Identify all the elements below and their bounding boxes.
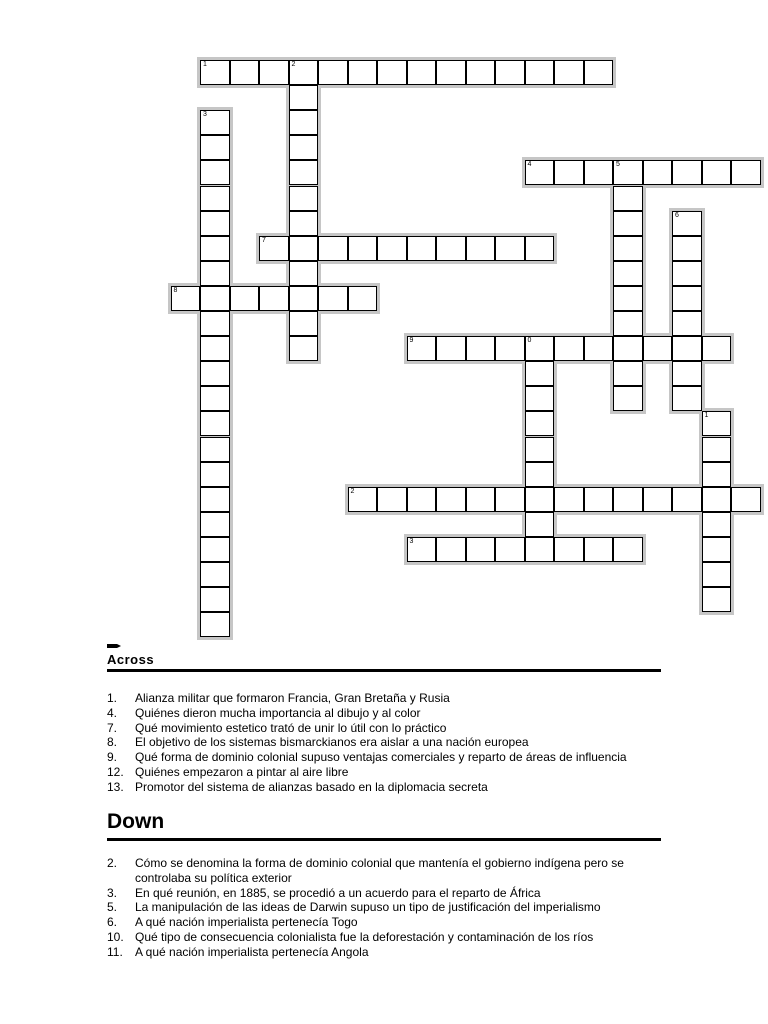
crossword-cell[interactable] xyxy=(613,361,643,386)
crossword-cell[interactable] xyxy=(200,612,230,637)
crossword-cell[interactable] xyxy=(613,186,643,211)
crossword-cell[interactable] xyxy=(702,587,732,612)
crossword-cell[interactable] xyxy=(613,160,643,185)
clue-number: 12. xyxy=(107,764,124,779)
crossword-cell[interactable] xyxy=(584,60,614,85)
crossword-cell[interactable] xyxy=(702,512,732,537)
crossword-cell[interactable] xyxy=(672,386,702,411)
crossword-cell[interactable] xyxy=(495,336,525,361)
down-clue-list xyxy=(107,856,667,960)
cell-number: 3 xyxy=(203,111,207,119)
clue-text: Quiénes empezaron a pintar al aire libre xyxy=(135,764,349,779)
cell-number: 8 xyxy=(173,286,178,294)
crossword-cell[interactable] xyxy=(613,261,643,286)
across-divider xyxy=(107,669,661,672)
crossword-cell[interactable] xyxy=(702,537,732,562)
clue-text: Cómo se denomina la forma de dominio colonial que mantenía el gobierno indígena pero se controlaba su política exterior xyxy=(135,856,624,885)
crossword-cell[interactable] xyxy=(554,60,584,85)
crossword-cell[interactable] xyxy=(525,537,555,562)
crossword-cell[interactable] xyxy=(289,236,319,261)
crossword-cell[interactable] xyxy=(348,487,378,512)
crossword-cell[interactable] xyxy=(377,236,407,261)
clue-number: 6. xyxy=(107,915,118,930)
crossword-cell[interactable] xyxy=(466,537,496,562)
crossword-cell[interactable] xyxy=(525,60,555,85)
crossword-cell[interactable] xyxy=(643,336,673,361)
cell-number: 4 xyxy=(527,161,532,169)
crossword-cell[interactable] xyxy=(613,286,643,311)
crossword-cell[interactable] xyxy=(289,60,319,85)
crossword-cell[interactable] xyxy=(259,286,289,311)
crossword-cell[interactable] xyxy=(525,361,555,386)
crossword-cell[interactable] xyxy=(525,236,555,261)
crossword-cell[interactable] xyxy=(554,537,584,562)
crossword-cell[interactable] xyxy=(672,211,702,236)
clue-text: Qué tipo de consecuencia colonialista fue la deforestación y contaminación de los ríos xyxy=(135,929,594,944)
crossword-cell[interactable] xyxy=(377,60,407,85)
clue-text: A qué nación imperialista pertenecía Togo xyxy=(135,915,358,930)
crossword-cell[interactable] xyxy=(200,487,230,512)
crossword-cell[interactable] xyxy=(259,60,289,85)
crossword-cell[interactable] xyxy=(200,386,230,411)
crossword-cell[interactable] xyxy=(200,110,230,135)
cell-number: 7 xyxy=(262,236,266,244)
crossword-cell[interactable] xyxy=(525,487,555,512)
crossword-cell[interactable] xyxy=(613,336,643,361)
crossword-cell[interactable] xyxy=(584,537,614,562)
crossword-cell[interactable] xyxy=(672,311,702,336)
crossword-cell[interactable] xyxy=(318,236,348,261)
across-clue xyxy=(107,765,667,780)
clue-text: Quiénes dieron mucha importancia al dibujo y al color xyxy=(135,705,421,720)
clue-number: 4. xyxy=(107,705,118,720)
crossword-cell[interactable] xyxy=(200,60,230,85)
crossword-cell[interactable] xyxy=(200,135,230,160)
crossword-cell[interactable] xyxy=(584,160,614,185)
crossword-cell[interactable] xyxy=(171,286,201,311)
crossword-cell[interactable] xyxy=(436,236,466,261)
crossword-cell[interactable] xyxy=(525,437,555,462)
crossword-cell[interactable] xyxy=(200,211,230,236)
crossword-cell[interactable] xyxy=(289,261,319,286)
crossword-cell[interactable] xyxy=(200,512,230,537)
crossword-cell[interactable] xyxy=(200,437,230,462)
crossword-cell[interactable] xyxy=(525,512,555,537)
cell-number: 5 xyxy=(616,161,620,169)
down-clue xyxy=(107,856,667,886)
crossword-cell[interactable] xyxy=(525,336,555,361)
crossword-cell[interactable] xyxy=(672,236,702,261)
crossword-cell[interactable] xyxy=(672,361,702,386)
clue-number: 2. xyxy=(107,856,118,870)
down-clue xyxy=(107,886,667,901)
crossword-cell[interactable] xyxy=(525,160,555,185)
crossword-cell[interactable] xyxy=(407,236,437,261)
pencil-icon xyxy=(107,643,121,649)
clue-number: 3. xyxy=(107,885,118,900)
crossword-cell[interactable] xyxy=(643,160,673,185)
crossword-cell[interactable] xyxy=(613,537,643,562)
crossword-cell[interactable] xyxy=(230,60,260,85)
clue-text: El objetivo de los sistemas bismarckianos era aislar a una nación europea xyxy=(135,735,529,750)
crossword-cell[interactable] xyxy=(495,537,525,562)
crossword-cell[interactable] xyxy=(495,60,525,85)
clue-number: 5. xyxy=(107,900,118,915)
crossword-cell[interactable] xyxy=(525,386,555,411)
crossword-cell[interactable] xyxy=(613,311,643,336)
crossword-cell[interactable] xyxy=(702,160,732,185)
across-clue xyxy=(107,735,667,750)
crossword-cell[interactable] xyxy=(348,60,378,85)
crossword-cell[interactable] xyxy=(289,336,319,361)
down-heading: Down xyxy=(107,810,165,833)
crossword-cell[interactable] xyxy=(672,286,702,311)
down-clue xyxy=(107,915,667,930)
clue-number: 7. xyxy=(107,720,118,735)
crossword-cell[interactable] xyxy=(289,135,319,160)
crossword-cell[interactable] xyxy=(495,487,525,512)
across-clue xyxy=(107,721,667,736)
crossword-cell[interactable] xyxy=(200,336,230,361)
crossword-cell[interactable] xyxy=(466,60,496,85)
crossword-cell[interactable] xyxy=(318,60,348,85)
clue-text: Promotor del sistema de alianzas basado en la diplomacia secreta xyxy=(135,779,488,794)
clue-text: Qué forma de dominio colonial supuso ventajas comerciales y reparto de áreas de influencia xyxy=(135,750,627,765)
crossword-cell[interactable] xyxy=(613,487,643,512)
crossword-cell[interactable] xyxy=(200,587,230,612)
clue-text: A qué nación imperialista pertenecía Angola xyxy=(135,944,369,959)
down-divider xyxy=(107,838,661,841)
clue-number: 1. xyxy=(107,691,118,705)
crossword-cell[interactable] xyxy=(200,361,230,386)
down-clue xyxy=(107,930,667,945)
crossword-cell[interactable] xyxy=(436,60,466,85)
crossword-cell[interactable] xyxy=(554,160,584,185)
crossword-cell[interactable] xyxy=(466,236,496,261)
clue-number: 11. xyxy=(107,944,123,959)
crossword-cell[interactable] xyxy=(200,462,230,487)
cell-number: 6 xyxy=(675,211,679,219)
crossword-cell[interactable] xyxy=(289,286,319,311)
crossword-cell[interactable] xyxy=(702,437,732,462)
crossword-cell[interactable] xyxy=(318,286,348,311)
crossword-cell[interactable] xyxy=(200,537,230,562)
across-clue xyxy=(107,691,667,706)
crossword-cell[interactable] xyxy=(466,336,496,361)
down-clue xyxy=(107,900,667,915)
crossword-cell[interactable] xyxy=(584,336,614,361)
crossword-cell[interactable] xyxy=(259,236,289,261)
crossword-cell[interactable] xyxy=(200,311,230,336)
crossword-cell[interactable] xyxy=(702,462,732,487)
crossword-cell[interactable] xyxy=(348,286,378,311)
clue-number: 10. xyxy=(107,929,124,944)
clue-text: Qué movimiento estetico trató de unir lo útil con lo práctico xyxy=(135,720,447,735)
cell-number: 3 xyxy=(409,537,414,545)
cell-number: 1 xyxy=(203,61,207,68)
crossword-cell[interactable] xyxy=(525,462,555,487)
crossword-cell[interactable] xyxy=(584,487,614,512)
clue-number: 13. xyxy=(107,779,124,794)
cell-number: 9 xyxy=(409,337,414,345)
crossword-cell[interactable] xyxy=(525,411,555,436)
crossword-cell[interactable] xyxy=(672,336,702,361)
crossword-cell[interactable] xyxy=(466,487,496,512)
crossword-cell[interactable] xyxy=(289,110,319,135)
cell-number: 0 xyxy=(527,337,532,345)
crossword-cell[interactable] xyxy=(407,487,437,512)
crossword-cell[interactable] xyxy=(495,236,525,261)
crossword-cell[interactable] xyxy=(672,160,702,185)
crossword-cell[interactable] xyxy=(613,211,643,236)
crossword-cell[interactable] xyxy=(348,236,378,261)
crossword-cell[interactable] xyxy=(289,160,319,185)
crossword-cell[interactable] xyxy=(554,487,584,512)
crossword-cell[interactable] xyxy=(613,236,643,261)
crossword-cell[interactable] xyxy=(407,336,437,361)
crossword-cell[interactable] xyxy=(731,160,761,185)
crossword-cell[interactable] xyxy=(200,286,230,311)
crossword-cell[interactable] xyxy=(407,60,437,85)
crossword-cell[interactable] xyxy=(407,537,437,562)
crossword-cell[interactable] xyxy=(702,336,732,361)
crossword-cell[interactable] xyxy=(672,261,702,286)
across-heading: Across xyxy=(107,652,155,667)
crossword-cell[interactable] xyxy=(289,311,319,336)
crossword-cell[interactable] xyxy=(230,286,260,311)
crossword-cell[interactable] xyxy=(377,487,407,512)
clue-number: 8. xyxy=(107,735,118,750)
crossword-cell[interactable] xyxy=(554,336,584,361)
crossword-cell[interactable] xyxy=(289,85,319,110)
clue-number: 9. xyxy=(107,750,118,765)
crossword-cell[interactable] xyxy=(731,487,761,512)
across-clue xyxy=(107,780,667,795)
clue-text: La manipulación de las ideas de Darwin supuso un tipo de justificación del imperialismo xyxy=(135,900,601,915)
crossword-cell[interactable] xyxy=(436,537,466,562)
crossword-cell[interactable] xyxy=(289,186,319,211)
down-clue xyxy=(107,945,667,960)
crossword-cell[interactable] xyxy=(200,562,230,587)
clue-text: En qué reunión, en 1885, se procedió a un acuerdo para el reparto de África xyxy=(135,885,541,900)
crossword-cell[interactable] xyxy=(702,487,732,512)
across-clue xyxy=(107,750,667,765)
crossword-cell[interactable] xyxy=(643,487,673,512)
crossword-cell[interactable] xyxy=(200,186,230,211)
crossword-cell[interactable] xyxy=(436,336,466,361)
crossword-cell[interactable] xyxy=(672,487,702,512)
crossword-cell[interactable] xyxy=(702,562,732,587)
crossword-cell[interactable] xyxy=(200,261,230,286)
cell-number: 2 xyxy=(291,61,296,68)
crossword-cell[interactable] xyxy=(200,411,230,436)
across-clue-list xyxy=(107,691,667,795)
cell-number: 1 xyxy=(704,412,709,420)
crossword-cell[interactable] xyxy=(200,236,230,261)
across-clue xyxy=(107,706,667,721)
cell-number: 2 xyxy=(350,487,355,495)
crossword-cell[interactable] xyxy=(289,211,319,236)
crossword-cell[interactable] xyxy=(436,487,466,512)
crossword-cell[interactable] xyxy=(702,411,732,436)
clue-text: Alianza militar que formaron Francia, Gran Bretaña y Rusia xyxy=(135,691,450,705)
crossword-cell[interactable] xyxy=(200,160,230,185)
crossword-cell[interactable] xyxy=(613,386,643,411)
